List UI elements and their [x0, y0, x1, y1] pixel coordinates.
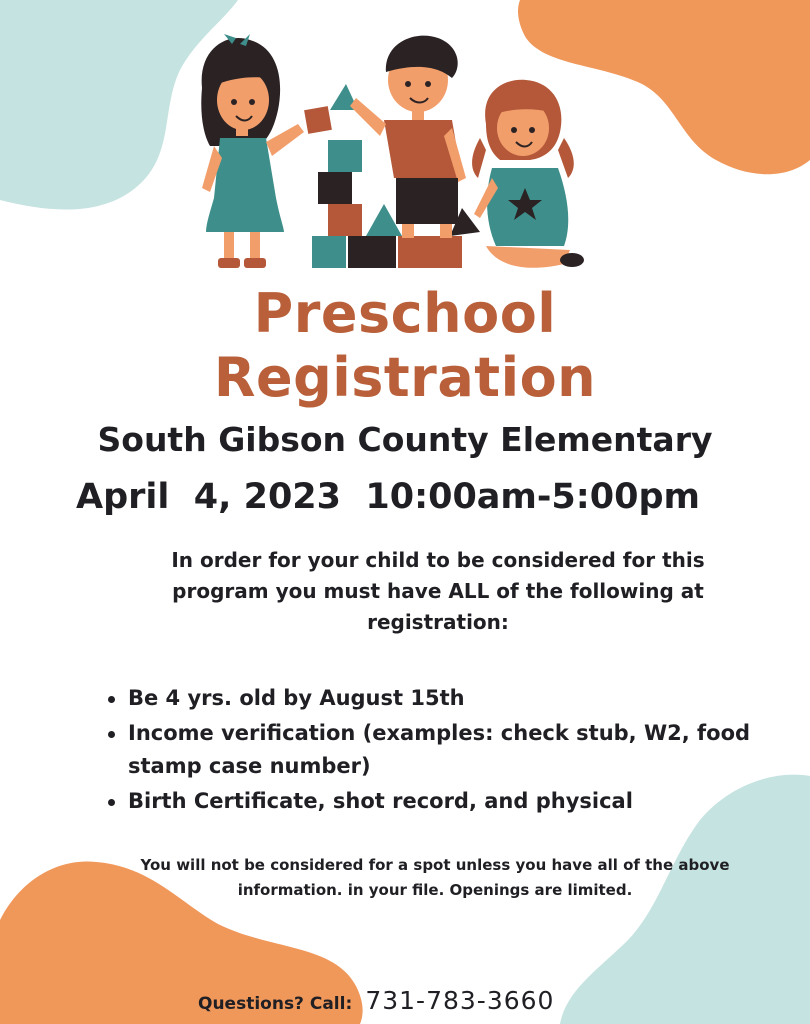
questions-label: Questions? Call:	[198, 994, 353, 1014]
limited-openings-note: You will not be considered for a spot unless you have all of the above information. in your file. Openings are limited.	[140, 856, 730, 899]
requirement-age: Be 4 yrs. old by August 15th	[104, 682, 754, 715]
eligibility-intro: In order for your child to be considered for this program you must have ALL of the following at registration:	[171, 548, 705, 634]
title-preschool: Preschool	[253, 282, 557, 345]
girl-right-figure	[472, 80, 584, 268]
girl-left-figure	[201, 34, 304, 268]
event-date: April 4, 2023	[76, 477, 342, 517]
date-time-line	[76, 474, 700, 520]
event-time: 10:00am-5:00pm	[365, 477, 700, 517]
requirement-documents: Birth Certificate, shot record, and physical	[104, 785, 754, 818]
title-registration: Registration	[213, 346, 597, 409]
school-name: South Gibson County Elementary	[97, 420, 713, 459]
phone-number[interactable]: 731-783-3660	[365, 986, 555, 1015]
children-playing-blocks-illustration	[180, 28, 600, 278]
contact-line	[198, 986, 554, 1015]
requirement-income: Income verification (examples: check stub, W2, food stamp case number)	[104, 717, 754, 783]
boy-middle-figure	[350, 36, 466, 238]
requirements-list	[104, 682, 754, 820]
